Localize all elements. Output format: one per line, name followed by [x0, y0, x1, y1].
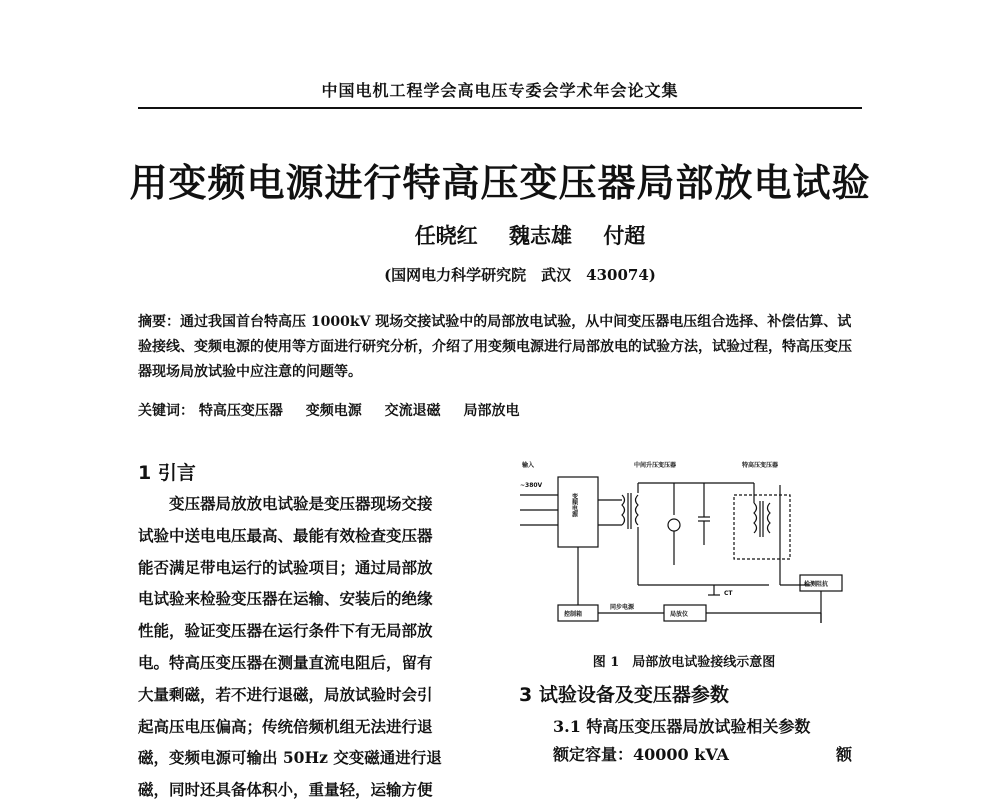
- label-input: 输入: [522, 462, 535, 469]
- section-body: [138, 488, 488, 806]
- keyword: 特高压变压器: [198, 403, 283, 419]
- label-source: 变频电源: [570, 493, 578, 517]
- abstract-text: 通过我国首台特高压 1000kV 现场交接试验中的局部放电试验，从中间变压器电压组合选择、补偿估算、试验接线、变频电源的使用等方面进行研究分析，介绍了用变频电源进行局部放电的试验方法，试验过程，特高压变压器现场局放试验中应注意的问题等。: [138, 314, 852, 380]
- body-line: 能否满足带电运行的试验项目；通过局部放: [138, 557, 433, 577]
- author-name: 任晓红: [414, 223, 478, 248]
- body-line: 性能，验证变压器在运行条件下有无局部放: [138, 621, 433, 641]
- figure-caption: 图 1 局部放电试验接线示意图: [592, 655, 776, 670]
- body-line: 磁，变频电源可输出 50Hz 交变磁通进行退: [138, 748, 442, 768]
- body-line: 磁，同时还具备体积小，重量轻，运输方便: [138, 780, 433, 800]
- subsection-heading: 3.1 特高压变压器局放试验相关参数: [553, 717, 811, 736]
- label-detector: 检测阻抗: [804, 581, 829, 588]
- section-heading: 1 引言: [138, 462, 196, 484]
- rated-label: 额定容量：: [553, 745, 634, 764]
- author-name: 魏志雄: [509, 223, 572, 248]
- keyword: 交流退磁: [384, 403, 441, 419]
- paper-title: 用变频电源进行特高压变压器局部放电试验: [129, 161, 871, 205]
- body-line: 变压器局放放电试验是变压器现场交接: [169, 494, 433, 513]
- body-line: 起高压电压偏高；传统倍频机组无法进行退: [138, 716, 433, 736]
- rated-value: 40000 kVA: [633, 745, 729, 764]
- circuit-diagram: [514, 455, 854, 645]
- abstract-label: 摘要：: [138, 314, 180, 330]
- abstract: [138, 310, 862, 385]
- label-mid-transformer: 中间升压变压器: [634, 462, 677, 469]
- body-line: 电试验来检验变压器在运输、安装后的绝缘: [138, 589, 433, 609]
- running-header: 中国电机工程学会高电压专委会学术年会论文集: [321, 81, 679, 100]
- label-filter: 局放仪: [670, 611, 689, 618]
- label-controller: 控制箱: [564, 611, 583, 618]
- rated-capacity: [553, 742, 729, 765]
- author-list: [0, 220, 1000, 250]
- body-line: 电。特高压变压器在测量直流电阻后，留有: [138, 652, 433, 672]
- header-rule: [138, 107, 862, 109]
- label-sync: 同步电源: [610, 604, 635, 611]
- label-ct: CT: [724, 590, 733, 597]
- keywords: [138, 400, 862, 420]
- affiliation: (国网电力科学研究院 武汉 430074): [384, 266, 656, 284]
- section-heading: 3 试验设备及变压器参数: [519, 684, 729, 706]
- label-uhv-transformer: 特高压变压器: [742, 462, 779, 469]
- keywords-label: 关键词：: [138, 403, 194, 419]
- body-line: 大量剩磁，若不进行退磁，局放试验时会引: [138, 684, 433, 704]
- label-voltage: ~380V: [520, 482, 543, 489]
- author-name: 付超: [603, 223, 646, 248]
- body-line: 试验中送电电压最高、最能有效检查变压器: [138, 525, 433, 545]
- keyword: 局部放电: [463, 403, 520, 419]
- keyword: 变频电源: [305, 403, 362, 419]
- rated-trailing: 额: [836, 745, 853, 764]
